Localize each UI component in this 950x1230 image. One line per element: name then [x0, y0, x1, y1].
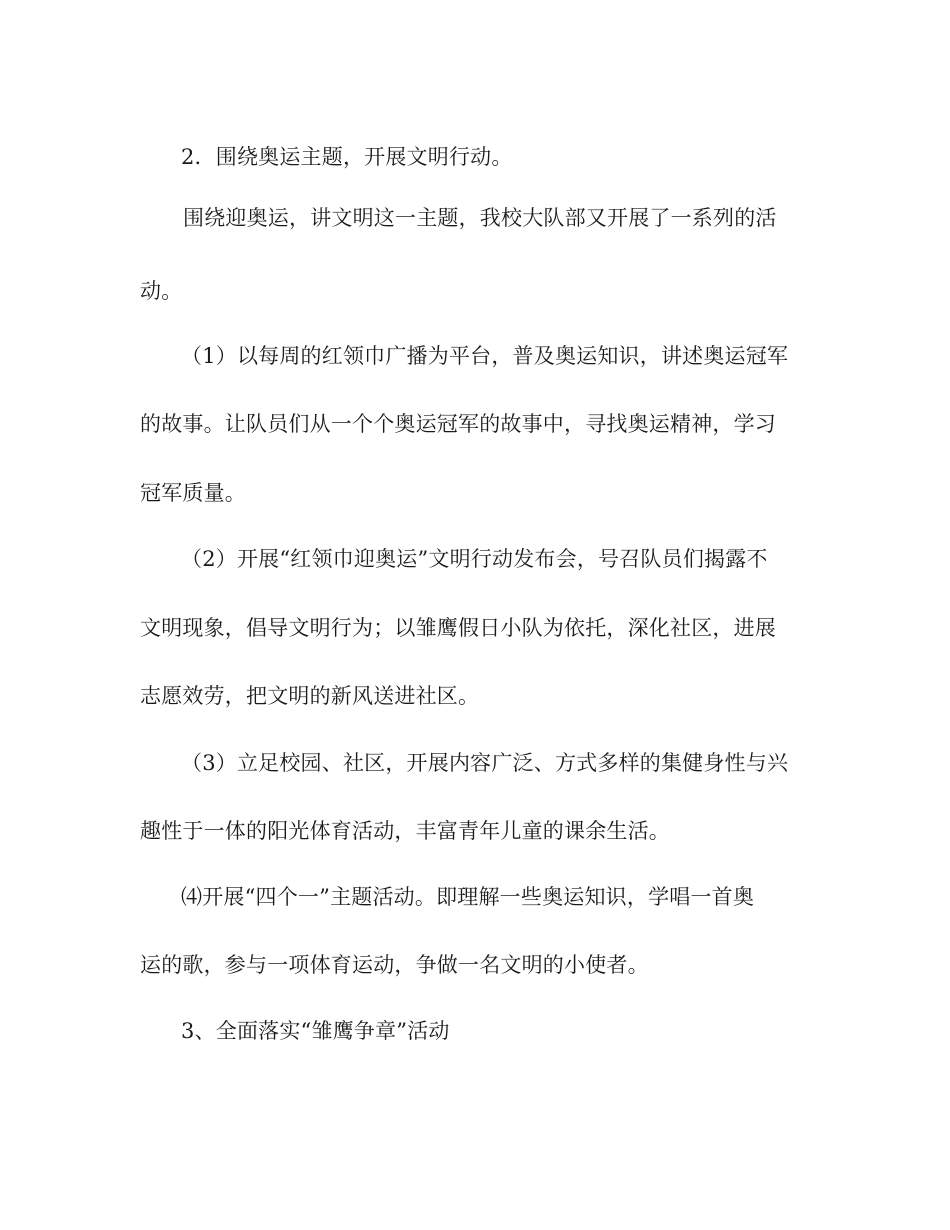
section-heading-3: 3、全面落实“雏鹰争章”活动	[181, 1019, 450, 1043]
paragraph-line: ⑷开展“四个一”主题活动。即理解一些奥运知识，学唱一首奥	[181, 885, 755, 909]
paragraph-line: 趣性于一体的阳光体育活动，丰富青年儿童的课余生活。	[140, 819, 670, 843]
paragraph-line: 运的歌，参与一项体育运动，争做一名文明的小使者。	[140, 953, 649, 977]
paragraph-line: 的故事。让队员们从一个个奥运冠军的故事中，寻找奥运精神，学习	[140, 412, 776, 436]
paragraph-line: 文明现象，倡导文明行为；以雏鹰假日小队为依托，深化社区，进展	[140, 616, 776, 640]
paragraph-line: （1）以每周的红领巾广播为平台，普及奥运知识，讲述奥运冠军	[181, 344, 789, 368]
paragraph-line: 围绕迎奥运，讲文明这一主题，我校大队部又开展了一系列的活	[183, 206, 777, 230]
section-heading-2: 2．围绕奥运主题，开展文明行动。	[181, 145, 513, 169]
paragraph-line: 冠军质量。	[140, 481, 246, 505]
paragraph-line: 志愿效劳，把文明的新风送进社区。	[140, 684, 480, 708]
paragraph-line: （3）立足校园、社区，开展内容广泛、方式多样的集健身性与兴	[181, 751, 789, 775]
paragraph-line: 动。	[140, 279, 183, 303]
paragraph-line: （2）开展“红领巾迎奥运”文明行动发布会，号召队员们揭露不	[181, 547, 768, 571]
